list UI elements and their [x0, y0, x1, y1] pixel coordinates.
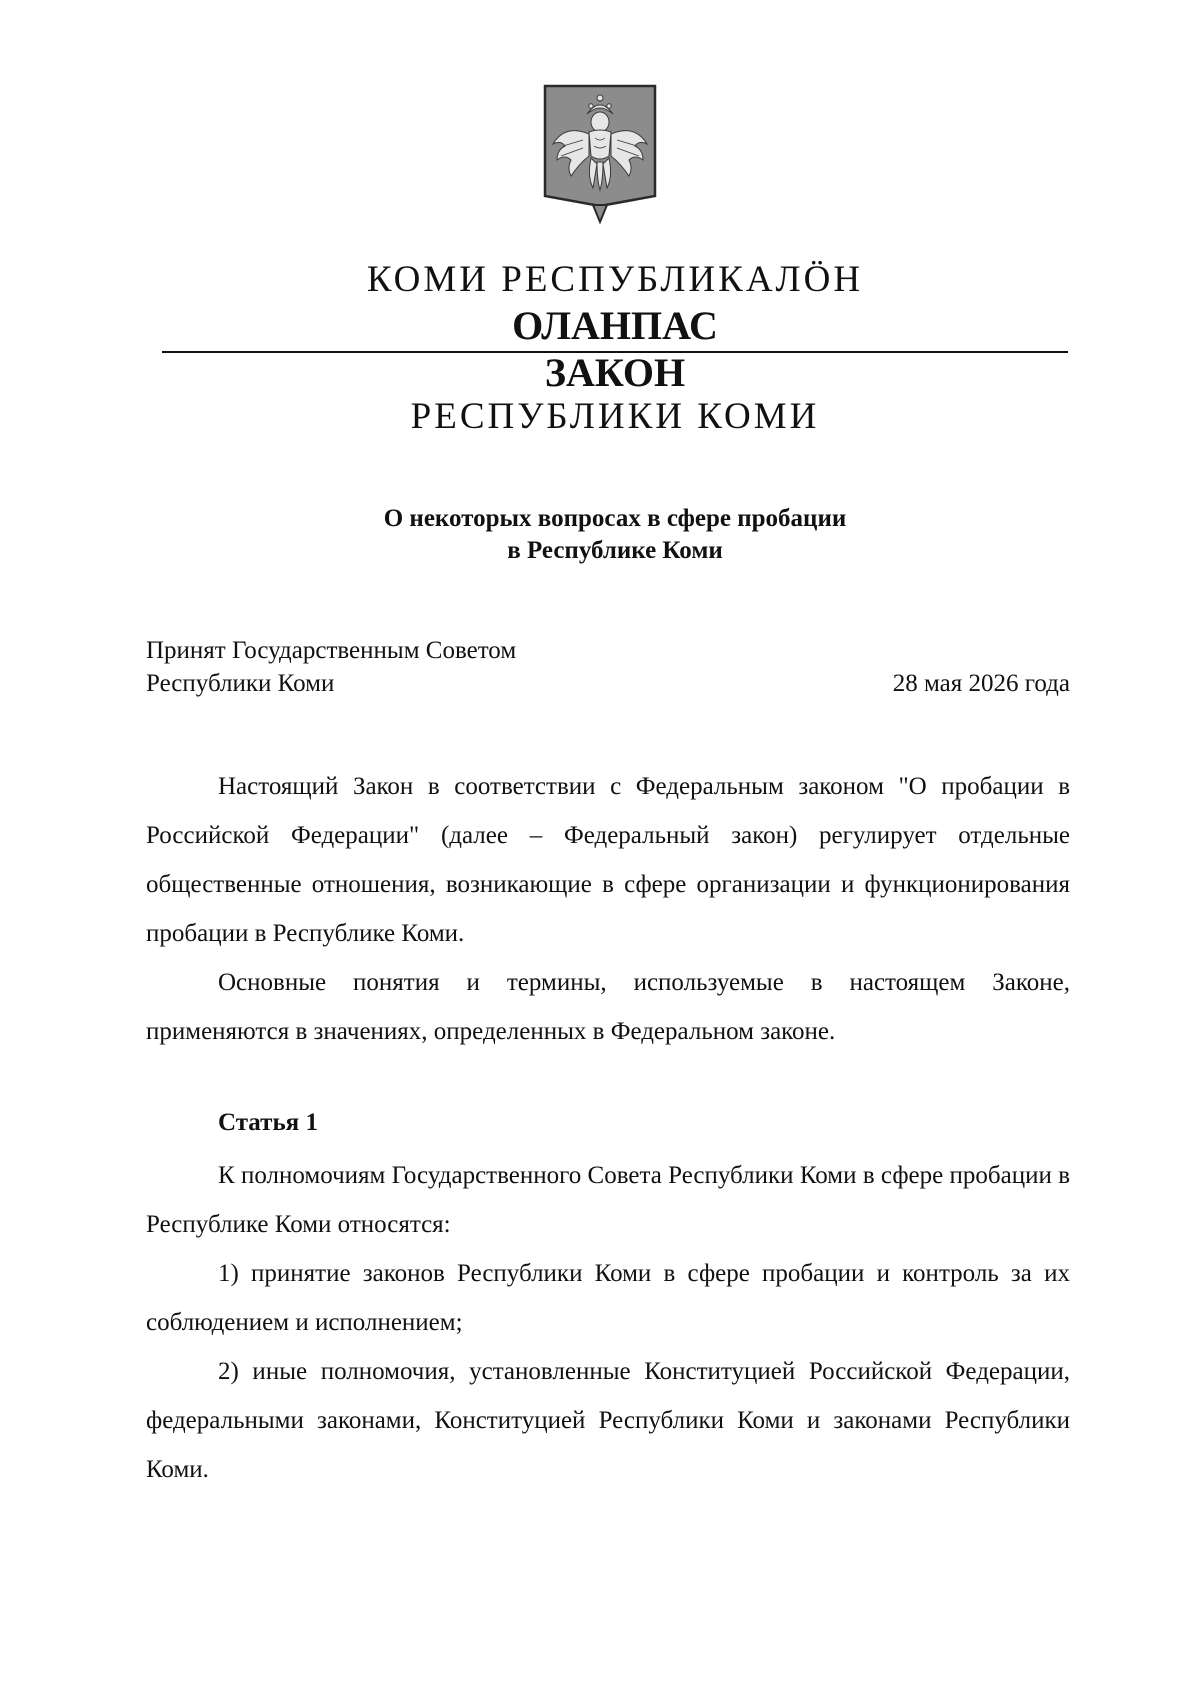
adoption-line-1: Принят Государственным Советом [146, 637, 517, 664]
article-1-item-2: 2) иные полномочия, установленные Конституцией Российской Федерации, федеральными законами, Конституцией Республики Коми и законами Республики Коми. [146, 1358, 1070, 1483]
komi-language-heading: КОМИ РЕСПУБЛИКАЛÖН [366, 259, 864, 300]
russian-republic-heading: РЕСПУБЛИКИ КОМИ [410, 396, 820, 437]
law-title-line-2: в Республике Коми [507, 537, 723, 564]
article-1-intro: К полномочиям Государственного Совета Республики Коми в сфере пробации в Республике Коми относятся: [146, 1162, 1070, 1238]
law-title [160, 503, 1070, 567]
adoption-block [146, 634, 1070, 700]
komi-law-heading: ОЛАНПАС [512, 303, 718, 348]
adoption-date: 28 мая 2026 года [892, 670, 1070, 697]
russian-law-heading: ЗАКОН [544, 350, 686, 395]
article-1-item-1: 1) принятие законов Республики Коми в сфере пробации и контроль за их соблюдением и исполнением; [146, 1260, 1070, 1336]
adoption-line-2: Республики Коми [146, 670, 335, 697]
preamble-paragraph-1: Настоящий Закон в соответствии с Федеральным законом "О пробации в Российской Федерации" (далее – Федеральный закон) регулирует отдельные общественные отношения, возникающие в сфере организации и функционирования пробации в Республике Коми. [146, 773, 1070, 947]
komi-coat-of-arms-icon [543, 84, 657, 224]
law-title-line-1: О некоторых вопросах в сфере пробации [383, 505, 847, 532]
article-1-heading: Статья 1 [218, 1109, 318, 1136]
preamble-paragraph-2: Основные понятия и термины, используемые в настоящем Законе, применяются в значениях, определенных в Федеральном законе. [146, 969, 1070, 1045]
